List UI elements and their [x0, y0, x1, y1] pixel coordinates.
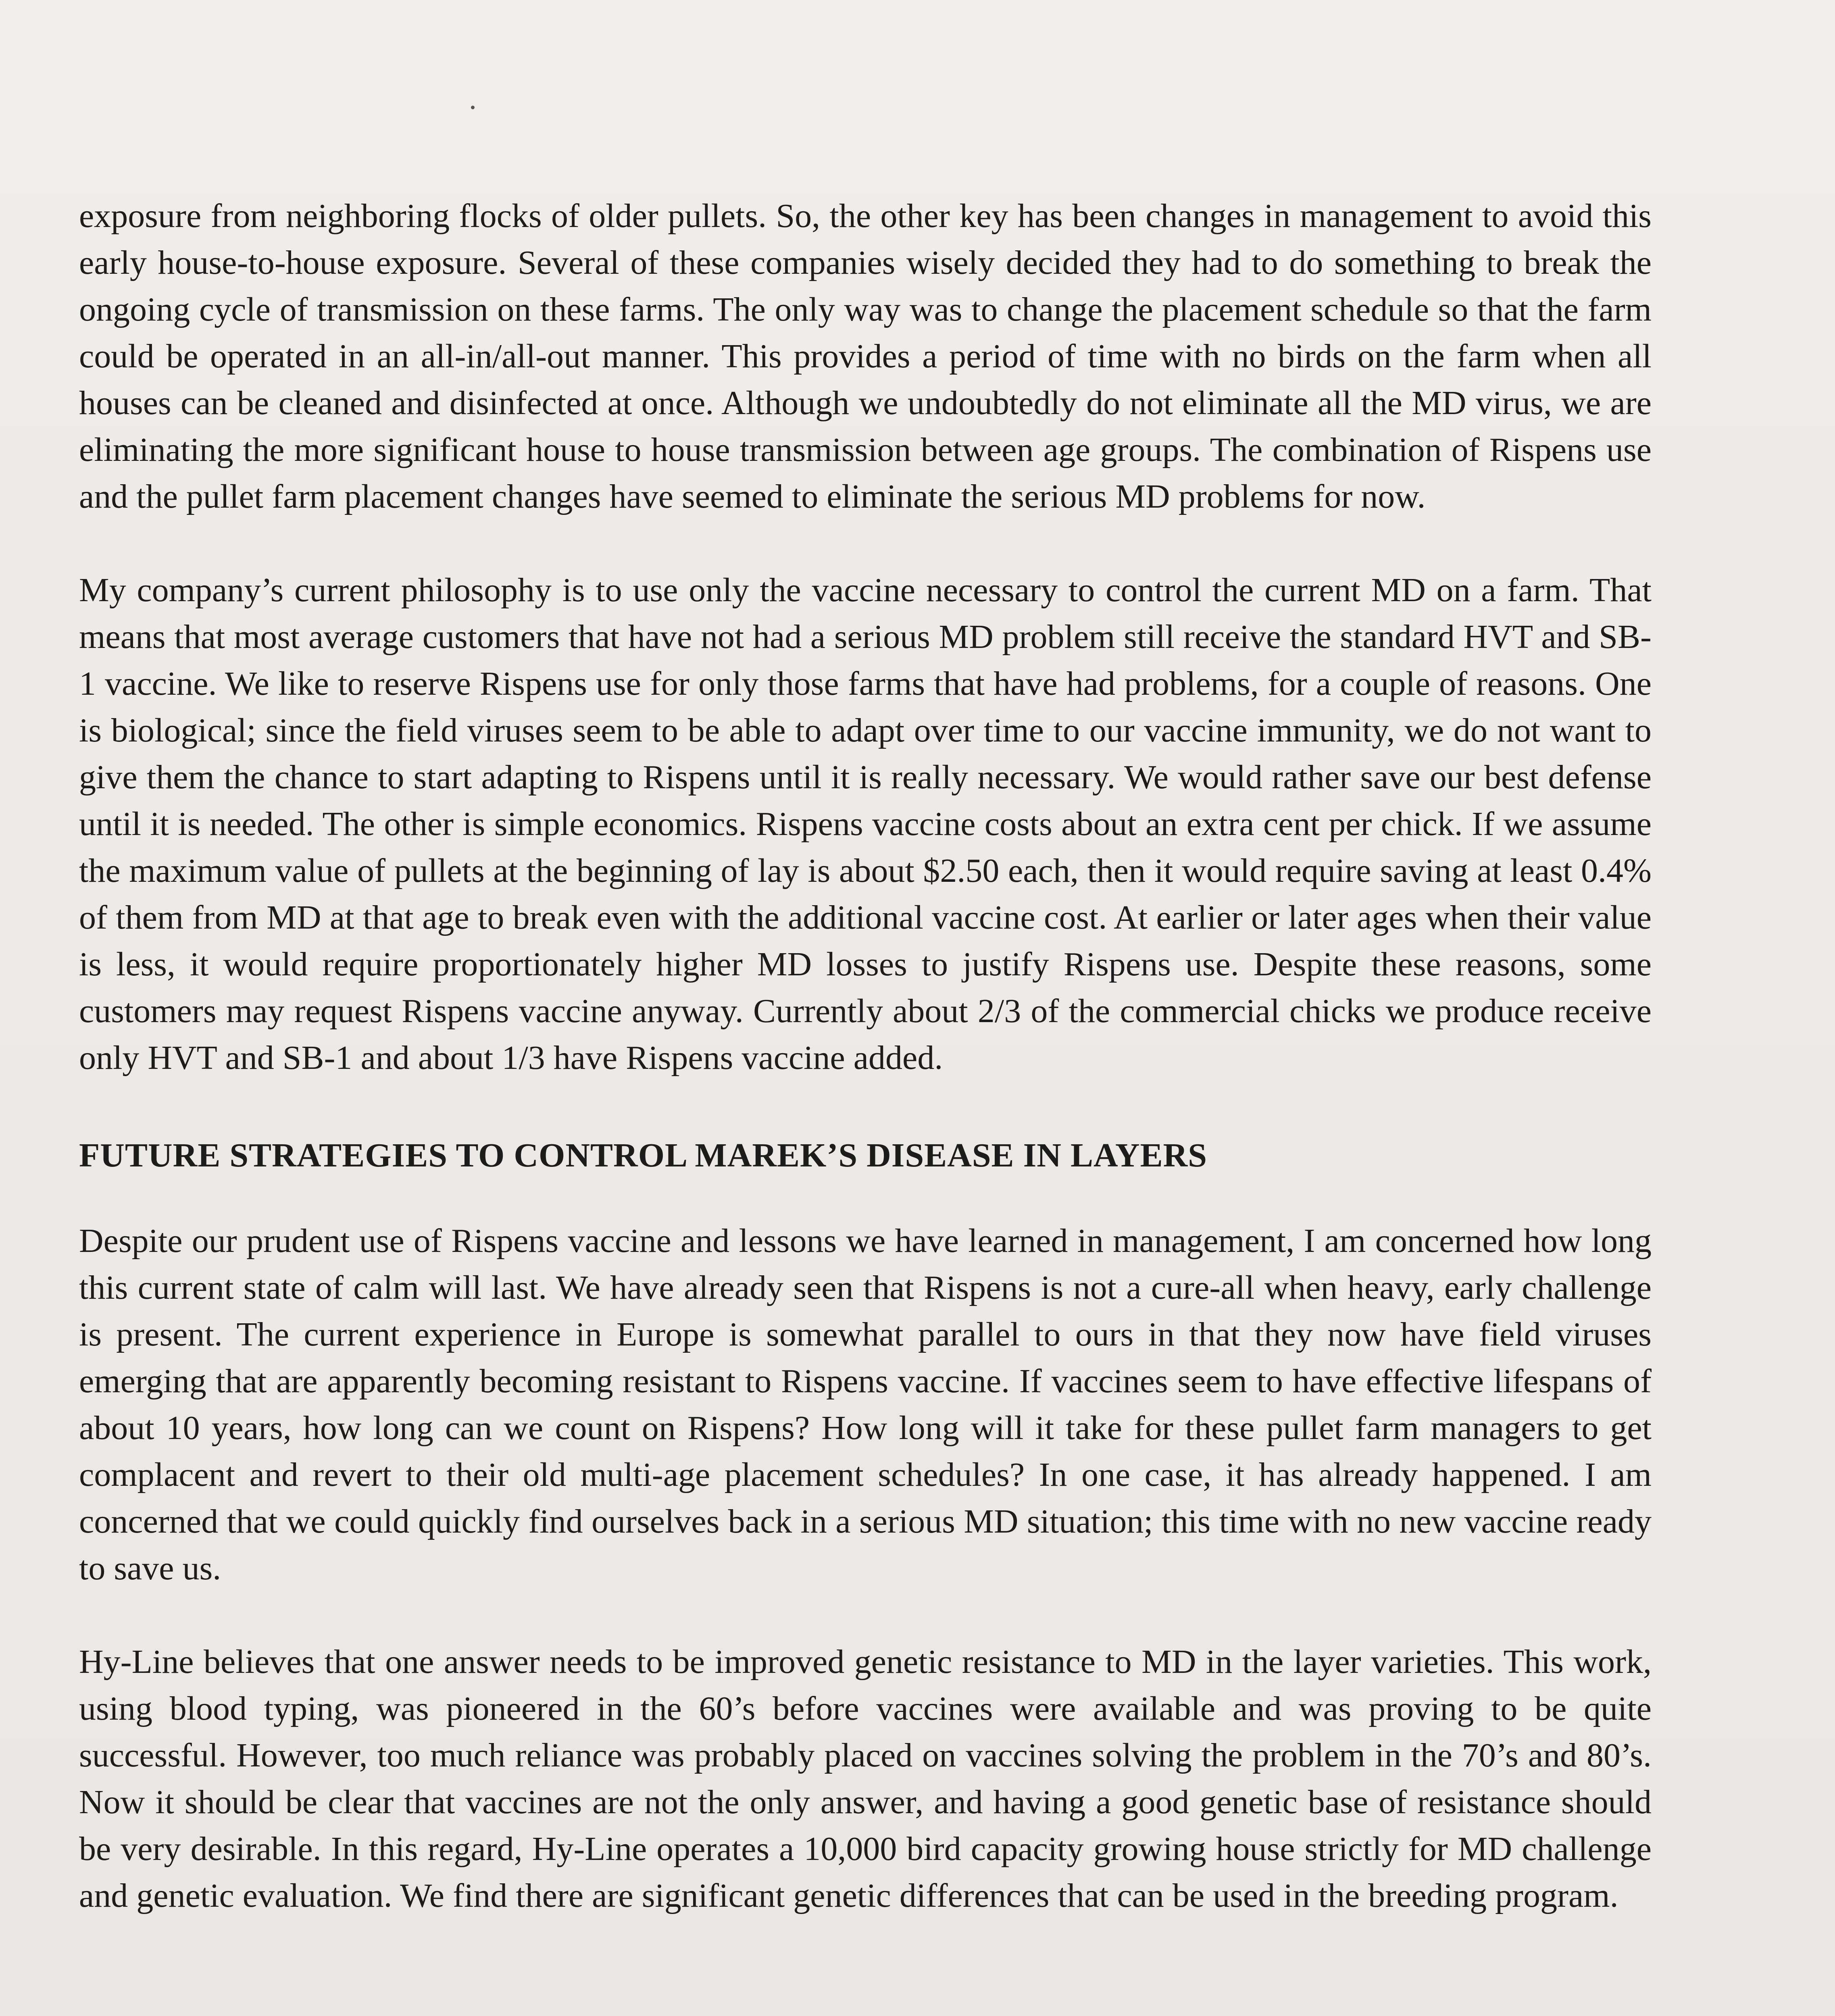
paragraph-4: Hy-Line believes that one answer needs to be improved genetic resistance to MD in the layer varieties. This work, using blood typing, was pioneered in the 60’s before vaccines were available and was proving to be quite successful. However, too much reliance was probably placed on vaccines solving the problem in the 70’s and 80’s. Now it should be clear that vaccines are not the only answer, and having a good genetic base of resistance should be very desirable. In this regard, Hy-Line operates a 10,000 bird capacity growing house strictly for MD challenge and genetic evaluation. We find there are significant genetic differences that can be used in the breeding program.: [79, 1643, 1652, 1914]
paragraph-1: exposure from neighboring flocks of older pullets. So, the other key has been changes in management to avoid this early house-to-house exposure. Several of these companies wisely decided they had to do something to break the ongoing cycle of transmission on these farms. The only way was to change the placement schedule so that the farm could be operated in an all-in/all-out manner. This provides a period of time with no birds on the farm when all houses can be cleaned and disinfected at once. Although we undoubtedly do not eliminate all the MD virus, we are eliminating the more significant house to house transmission between age groups. The combination of Rispens use and the pullet farm placement changes have seemed to eliminate the serious MD problems for now.: [79, 197, 1652, 515]
paragraph-3: Despite our prudent use of Rispens vaccine and lessons we have learned in management, I am concerned how long this current state of calm will last. We have already seen that Rispens is not a cure-all when heavy, early challenge is present. The current experience in Europe is somewhat parallel to ours in that they now have field viruses emerging that are apparently becoming resistant to Rispens vaccine. If vaccines seem to have effective lifespans of about 10 years, how long can we count on Rispens? How long will it take for these pullet farm managers to get complacent and revert to their old multi-age placement schedules? In one case, it has already happened. I am concerned that we could quickly find ourselves back in a serious MD situation; this time with no new vaccine ready to save us.: [79, 1222, 1652, 1587]
body-text: [79, 193, 1652, 1919]
paragraph-2: My company’s current philosophy is to use only the vaccine necessary to control the current MD on a farm. That means that most average customers that have not had a serious MD problem still receive the standard HVT and SB-1 vaccine. We like to reserve Rispens use for only those farms that have had problems, for a couple of reasons. One is biological; since the field viruses seem to be able to adapt over time to our vaccine immunity, we do not want to give them the chance to start adapting to Rispens until it is really necessary. We would rather save our best defense until it is needed. The other is simple economics. Rispens vaccine costs about an extra cent per chick. If we assume the maximum value of pullets at the beginning of lay is about $2.50 each, then it would require saving at least 0.4% of them from MD at that age to break even with the additional vaccine cost. At earlier or later ages when their value is less, it would require proportionately higher MD losses to justify Rispens use. Despite these reasons, some customers may request Rispens vaccine anyway. Currently about 2/3 of the commercial chicks we produce receive only HVT and SB-1 and about 1/3 have Rispens vaccine added.: [79, 571, 1652, 1077]
speck-mark: [471, 106, 475, 109]
section-heading: FUTURE STRATEGIES TO CONTROL MAREK’S DISEASE IN LAYERS: [79, 1137, 1207, 1174]
